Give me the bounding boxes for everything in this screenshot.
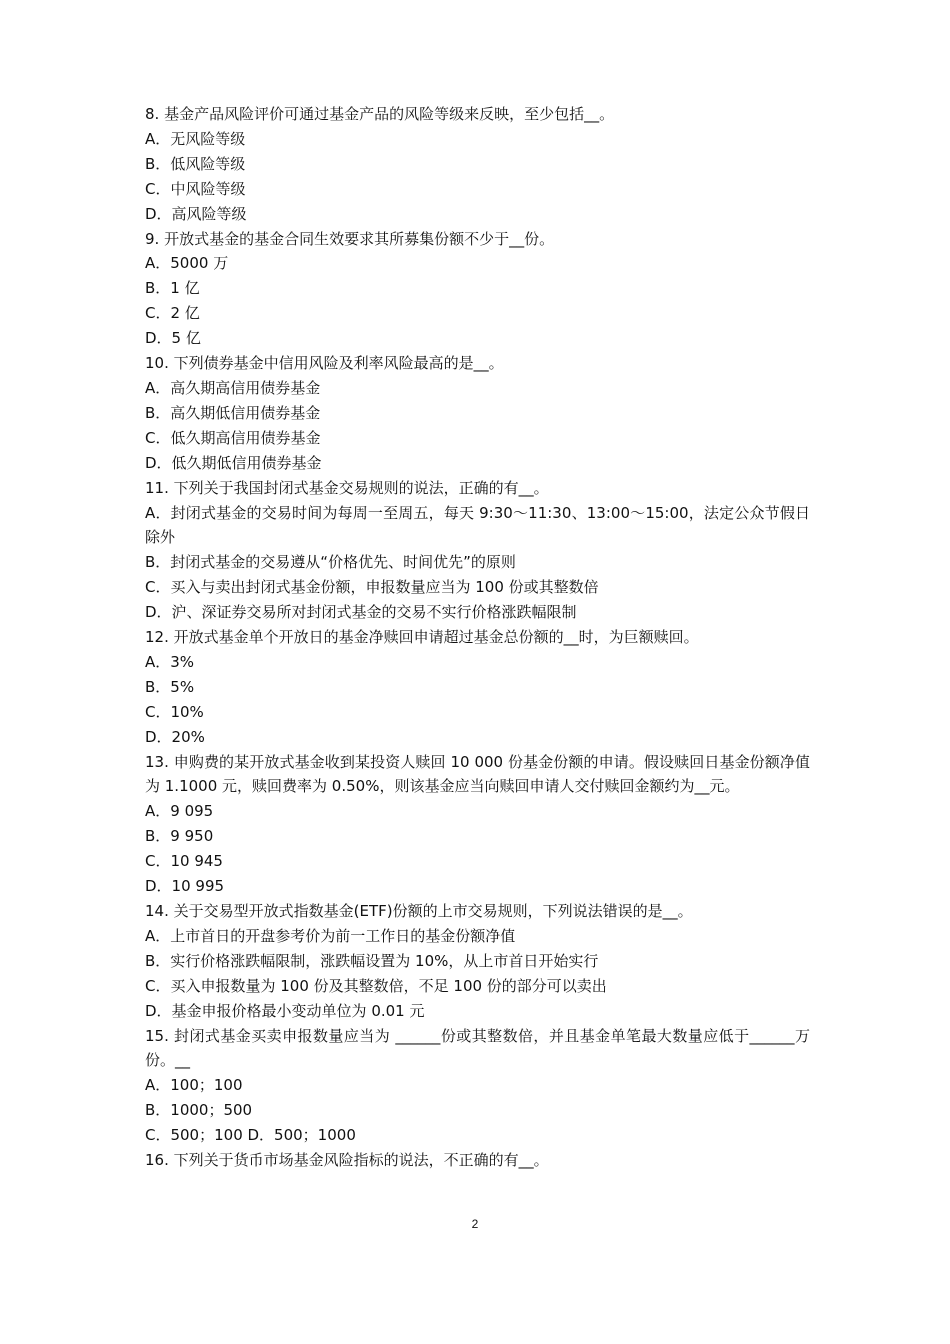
question-13-option-a: A．9 095 xyxy=(145,802,214,821)
question-13-option-b: B．9 950 xyxy=(145,827,214,846)
question-13-option-d: D．10 995 xyxy=(145,877,225,896)
question-15-option-b: B．1000；500 xyxy=(145,1101,253,1120)
question-15-option-a: A．100；100 xyxy=(145,1076,243,1095)
question-11-option-c: C．买入与卖出封闭式基金份额，申报数量应当为 100 份或其整数倍 xyxy=(145,578,599,597)
question-9-option-c: C．2 亿 xyxy=(145,304,200,323)
question-8-option-b: B．低风险等级 xyxy=(145,154,246,173)
page-number: 2 xyxy=(471,1217,479,1231)
question-13-text: 13. 申购费的某开放式基金收到某投资人赎回 10 000 份基金份额的申请。假设赎回日基金份额净值为 1.1000 元，赎回费率为 0.50%，则该基金应当向赎回申请人交付赎回金额约为__元。 xyxy=(145,752,810,796)
question-16-text: 16. 下列关于货币市场基金风险指标的说法，不正确的有__。 xyxy=(145,1151,549,1170)
question-11-option-a: A．封闭式基金的交易时间为每周一至周五，每天 9:30～11:30、13:00～15:00，法定公众节假日除外 xyxy=(145,503,810,547)
question-14-option-b: B．实行价格涨跌幅限制，涨跌幅设置为 10%，从上市首日开始实行 xyxy=(145,951,599,970)
question-8-option-d: D．高风险等级 xyxy=(145,204,247,223)
question-10-option-c: C．低久期高信用债券基金 xyxy=(145,428,321,447)
question-12-text: 12. 开放式基金单个开放日的基金净赎回申请超过基金总份额的__时，为巨额赎回。 xyxy=(145,628,699,647)
question-12-option-b: B．5% xyxy=(145,677,195,696)
question-11-text: 11. 下列关于我国封闭式基金交易规则的说法，正确的有__。 xyxy=(145,478,549,497)
question-14-option-d: D．基金申报价格最小变动单位为 0.01 元 xyxy=(145,1001,425,1020)
question-11-option-b: B．封闭式基金的交易遵从“价格优先、时间优先”的原则 xyxy=(145,553,516,572)
question-10-option-a: A．高久期高信用债券基金 xyxy=(145,378,321,397)
question-9-text: 9. 开放式基金的基金合同生效要求其所募集份额不少于__份。 xyxy=(145,229,555,248)
question-14-text: 14. 关于交易型开放式指数基金(ETF)份额的上市交易规则，下列说法错误的是__。 xyxy=(145,902,693,920)
question-13-option-c: C．10 945 xyxy=(145,852,223,871)
question-11-option-d: D．沪、深证券交易所对封闭式基金的交易不实行价格涨跌幅限制 xyxy=(145,603,577,622)
question-9-option-d: D．5 亿 xyxy=(145,329,201,348)
question-8-option-a: A．无风险等级 xyxy=(145,129,246,148)
question-14-option-c: C．买入申报数量为 100 份及其整数倍，不足 100 份的部分可以卖出 xyxy=(145,976,607,995)
question-8-text: 8. 基金产品风险评价可通过基金产品的风险等级来反映，至少包括__。 xyxy=(145,105,615,123)
question-9-option-a: A．5000 万 xyxy=(145,254,229,273)
question-15-option-cd: C．500；100 D．500；1000 xyxy=(145,1126,356,1145)
question-8-option-c: C．中风险等级 xyxy=(145,179,246,198)
question-9-option-b: B．1 亿 xyxy=(145,279,200,298)
question-14-option-a: A．上市首日的开盘参考价为前一工作日的基金份额净值 xyxy=(145,926,516,945)
question-12-option-a: A．3% xyxy=(145,652,195,671)
question-10-text: 10. 下列债券基金中信用风险及利率风险最高的是__。 xyxy=(145,354,504,373)
question-15-text: 15. 封闭式基金买卖申报数量应当为 ______份或其整数倍，并且基金单笔最大数量应低于______万份。__ xyxy=(145,1026,810,1070)
question-12-option-d: D．20% xyxy=(145,727,205,746)
question-10-option-d: D．低久期低信用债券基金 xyxy=(145,453,322,472)
question-10-option-b: B．高久期低信用债券基金 xyxy=(145,403,321,422)
question-list xyxy=(145,102,810,1173)
question-12-option-c: C．10% xyxy=(145,702,204,721)
